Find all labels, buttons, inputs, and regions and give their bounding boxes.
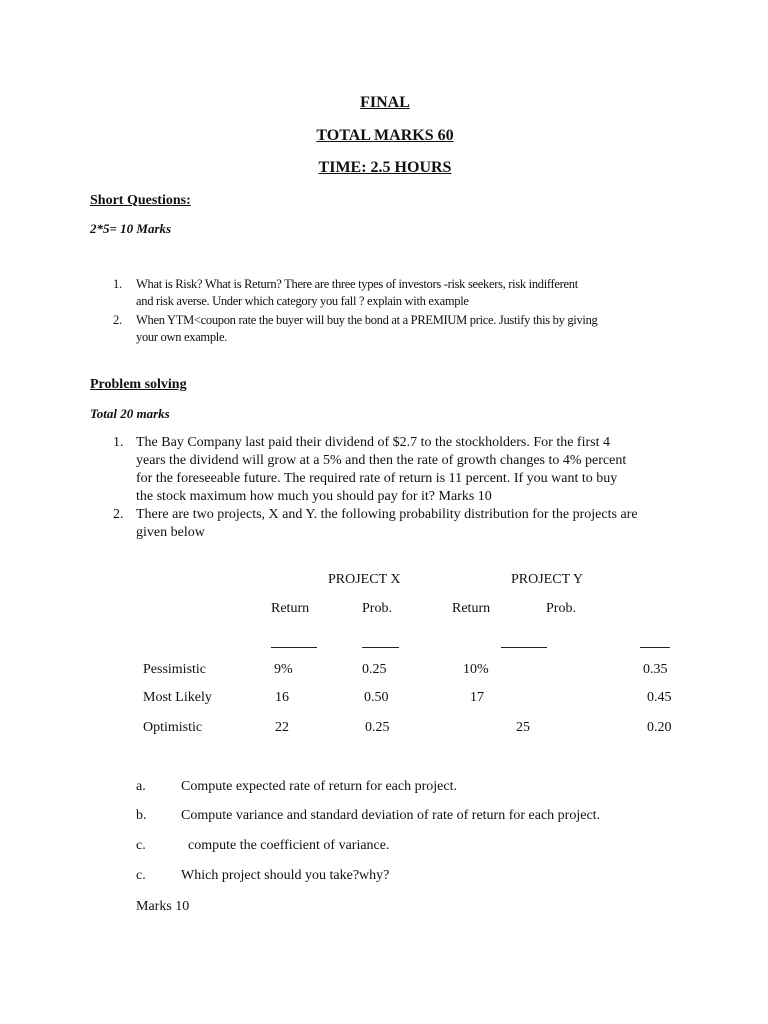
question-text-line: What is Risk? What is Return? There are three types of investors -risk seekers, risk indifferent — [136, 277, 578, 291]
project-x-prob: 0.50 — [364, 690, 389, 705]
project-x-prob: 0.25 — [362, 662, 387, 677]
exam-title: FINAL — [360, 94, 410, 111]
question-text-line: There are two projects, X and Y. the following probability distribution for the projects are — [136, 507, 638, 522]
project-y-return: 17 — [470, 690, 484, 705]
project-x-prob: 0.25 — [365, 720, 390, 735]
question-text-line: When YTM<coupon rate the buyer will buy the bond at a PREMIUM price. Justify this by giving — [136, 313, 598, 327]
column-underline — [640, 647, 670, 648]
question-number: 1. — [113, 277, 122, 291]
column-underline — [501, 647, 547, 648]
project-y-prob: 0.35 — [643, 662, 668, 677]
project-y-return: 10% — [463, 662, 489, 677]
task-label: b. — [136, 808, 147, 823]
question-text-line: your own example. — [136, 330, 228, 344]
final-marks: Marks 10 — [136, 899, 190, 914]
question-number: 2. — [113, 507, 124, 522]
column-underline — [362, 647, 399, 648]
project-y-return: 25 — [516, 720, 530, 735]
total-marks-title: TOTAL MARKS 60 — [316, 127, 454, 144]
question-text-line: years the dividend will grow at a 5% and then the rate of growth changes to 4% percent — [136, 453, 627, 468]
state-label: Pessimistic — [143, 662, 207, 677]
question-text-line: for the foreseeable future. The required rate of return is 11 percent. If you want to buy — [136, 471, 618, 486]
column-header-return: Return — [452, 601, 491, 616]
project-y-prob: 0.45 — [647, 690, 672, 705]
project-y-header: PROJECT Y — [511, 572, 583, 587]
short-questions-heading: Short Questions: — [90, 193, 191, 208]
project-x-return: 9% — [274, 662, 293, 677]
question-number: 1. — [113, 435, 124, 450]
state-label: Most Likely — [143, 690, 212, 705]
project-x-header: PROJECT X — [328, 572, 401, 587]
state-label: Optimistic — [143, 720, 203, 735]
column-header-prob: Prob. — [546, 601, 576, 616]
task-text: Compute expected rate of return for each project. — [181, 779, 457, 794]
question-text-line: given below — [136, 525, 205, 540]
task-text: Which project should you take?why? — [181, 868, 390, 883]
problem-solving-heading: Problem solving — [90, 377, 187, 392]
task-text: compute the coefficient of variance. — [188, 838, 390, 853]
problem-solving-marks: Total 20 marks — [90, 406, 170, 421]
project-x-return: 16 — [275, 690, 289, 705]
task-label: a. — [136, 779, 146, 794]
question-text-line: and risk averse. Under which category you fall ? explain with example — [136, 294, 469, 308]
question-number: 2. — [113, 313, 122, 327]
project-x-return: 22 — [275, 720, 289, 735]
column-header-prob: Prob. — [362, 601, 392, 616]
question-text-line: The Bay Company last paid their dividend of $2.7 to the stockholders. For the first 4 — [136, 435, 610, 450]
project-y-prob: 0.20 — [647, 720, 672, 735]
question-text-line: the stock maximum how much you should pay for it? Marks 10 — [136, 489, 492, 504]
time-title: TIME: 2.5 HOURS — [318, 159, 452, 176]
task-label: c. — [136, 838, 146, 853]
task-label: c. — [136, 868, 146, 883]
column-underline — [271, 647, 317, 648]
column-header-return: Return — [271, 601, 310, 616]
short-questions-marks: 2*5= 10 Marks — [90, 221, 172, 236]
task-text: Compute variance and standard deviation of rate of return for each project. — [181, 808, 601, 823]
